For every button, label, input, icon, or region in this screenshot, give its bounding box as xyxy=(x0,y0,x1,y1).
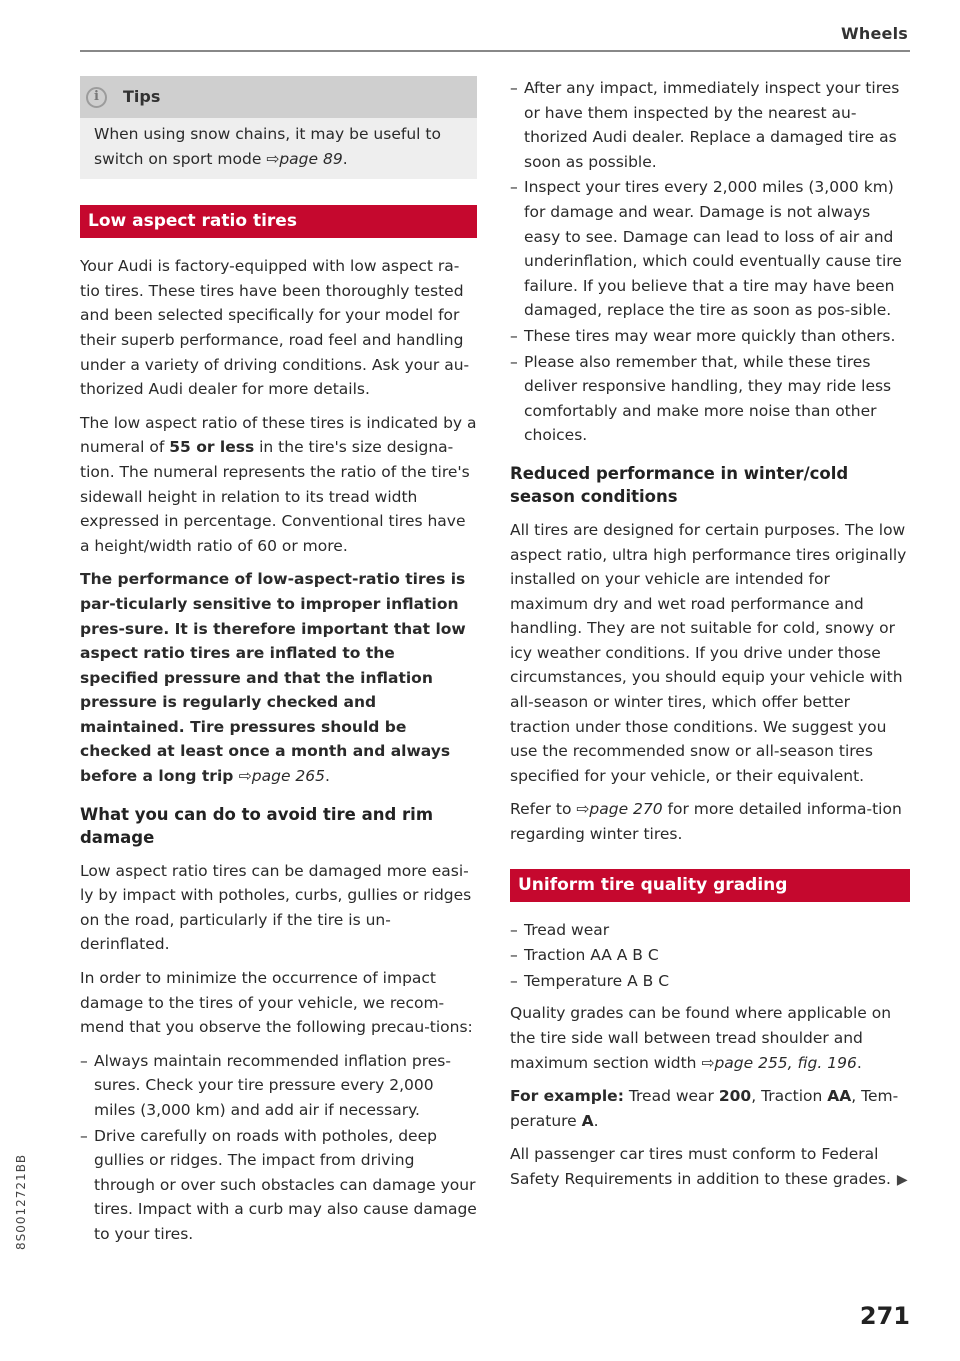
list-item: – Tread wear xyxy=(510,918,910,943)
arrow-icon: ⇨ xyxy=(238,767,252,786)
example-label: For example: xyxy=(510,1087,624,1106)
list-item: – Traction AA A B C xyxy=(510,943,910,968)
left-column xyxy=(80,76,477,1255)
warning-page-ref: page 265 xyxy=(251,767,325,786)
winter-para-1: All tires are designed for certain purposes. The low aspect ratio, ultra high performance tires originally installed on your vehicle are intended for maximum dry and wet road performance and handling. They are not suitable for cold, snowy or icy weather conditions. If you drive under those circumstances, you should equip your vehicle with all-season or winter tires, which offer better traction under those conditions. We suggest you use the recommended snow or all-season tires specified for your vehicle, or their equivalent. xyxy=(510,520,907,785)
avoid-damage-para-2: In order to minimize the occurrence of impact damage to the tires of your vehicle, we recom-mend that you observe the following precau-tions: xyxy=(80,969,473,1037)
low-aspect-para-2 xyxy=(80,411,477,559)
list-item: – These tires may wear more quickly than others. xyxy=(510,324,910,349)
avoid-damage-para-1: Low aspect ratio tires can be damaged more easi-ly by impact with potholes, curbs, gullies or ridges on the road, particularly if the tire is un-derinflated. xyxy=(80,861,472,954)
para-text: in the tire's size designa-tion. The numeral represents the ratio of the tire's sidewall height in relation to its tread width expressed in percentage. Conventional tires have a height/width ratio of 60 or more. xyxy=(80,438,470,555)
arrow-icon: ⇨ xyxy=(266,149,280,168)
para-text: All passenger car tires must conform to Federal Safety Requirements in addition to these grades. xyxy=(510,1145,891,1188)
para-text: . xyxy=(593,1111,599,1130)
tips-text xyxy=(80,118,477,179)
grades-list xyxy=(510,918,910,994)
list-item: – Please also remember that, while these tires deliver responsive handling, they may ride less comfortably and make more noise than other choices. xyxy=(510,350,910,448)
para-text: . xyxy=(856,1053,862,1072)
grade-value: A xyxy=(581,1111,594,1130)
warning-page-link[interactable] xyxy=(239,767,325,785)
winter-heading: Reduced performance in winter/cold season conditions xyxy=(510,463,849,506)
para-text: Tread wear xyxy=(623,1087,719,1106)
aspect-value: 55 or less xyxy=(169,438,255,457)
list-item: – Drive carefully on roads with potholes, deep gullies or ridges. The impact from driving through or over such obstacles can damage your tires. Impact with a curb may also cause damage to your tires. xyxy=(80,1124,477,1247)
list-item: – Always maintain recommended inflation pres-sures. Check your tire pressure every 2,000 miles (3,000 km) and add air if necessary. xyxy=(80,1049,477,1123)
low-aspect-heading: Low aspect ratio tires xyxy=(80,205,477,238)
arrow-icon: ⇨ xyxy=(576,800,590,819)
grade-value: 200 xyxy=(718,1087,752,1106)
warning-end: . xyxy=(325,767,330,786)
right-column xyxy=(510,76,910,1202)
tips-text-main: When using snow chains, it may be useful to switch on sport mode xyxy=(94,125,441,168)
uniform-para-1 xyxy=(510,1001,910,1075)
para-text: , Traction xyxy=(751,1087,828,1106)
avoid-damage-heading: What you can do to avoid tire and rim damage xyxy=(80,804,434,847)
precautions-list xyxy=(80,1049,477,1247)
para-text: Quality grades can be found where applicable on the tire side wall between tread shoulder and maximum section width xyxy=(510,1004,892,1072)
uniform-page-link[interactable] xyxy=(701,1054,856,1072)
section-title: Wheels xyxy=(841,24,908,43)
winter-page-link[interactable] xyxy=(576,800,662,818)
para-text: , Tem-perature xyxy=(510,1087,899,1130)
header-rule xyxy=(80,50,910,52)
warning-text: The performance of low-aspect-ratio tires is par-ticularly sensitive to improper inflation pres-sure. It is therefore important that low aspect ratio tires are inflated to the specified pressure and that the inflation pressure is regularly checked and maintained. Tire pressures should be checked at least once a month and always before a long trip xyxy=(80,570,466,786)
tips-header xyxy=(80,76,477,118)
arrow-icon: ⇨ xyxy=(701,1053,715,1072)
continue-arrow-icon: ▶ xyxy=(896,1171,908,1188)
winter-page-ref: page 270 xyxy=(589,800,663,819)
low-aspect-warning xyxy=(80,567,477,788)
winter-para-2 xyxy=(510,797,910,846)
list-item: – Temperature A B C xyxy=(510,969,910,994)
precautions-list-continued xyxy=(510,76,910,448)
tips-page-link[interactable] xyxy=(266,150,342,168)
example-para xyxy=(510,1084,910,1133)
tips-title: Tips xyxy=(123,86,161,106)
grade-value: AA xyxy=(827,1087,852,1106)
para-text: for more detailed informa-tion regarding winter tires. xyxy=(510,800,902,844)
uniform-grading-heading: Uniform tire quality grading xyxy=(510,869,910,902)
tips-text-end: . xyxy=(342,149,348,168)
tips-box xyxy=(80,76,477,179)
list-item: – After any impact, immediately inspect your tires or have them inspected by the nearest au-thorized Audi dealer. Replace a damaged tire as soon as possible. xyxy=(510,76,910,174)
document-code: 8S0012721BB xyxy=(14,1153,28,1250)
low-aspect-para-1: Your Audi is factory-equipped with low aspect ra-tio tires. These tires have been thoroughly tested and been selected specifically for your model for their superb performance, road feel and handling under a variety of driving conditions. Ask your au-thorized Audi dealer for more details. xyxy=(80,257,470,399)
list-item: – Inspect your tires every 2,000 miles (3,000 km) for damage and wear. Damage is not always easy to see. Damage can lead to loss of air and underinflation, which could eventually cause tire failure. If you believe that a tire may have been damaged, replace the tire as soon as pos-sible. xyxy=(510,175,910,323)
uniform-page-ref: page 255, fig. 196 xyxy=(714,1053,857,1072)
para-text: The low aspect ratio of these tires is indicated by a numeral of xyxy=(80,413,477,457)
uniform-para-3 xyxy=(510,1142,910,1192)
para-text: Refer to xyxy=(510,800,577,819)
page-number: 271 xyxy=(859,1302,910,1330)
info-icon: i xyxy=(86,87,107,108)
tips-page-ref: page 89 xyxy=(279,149,343,168)
